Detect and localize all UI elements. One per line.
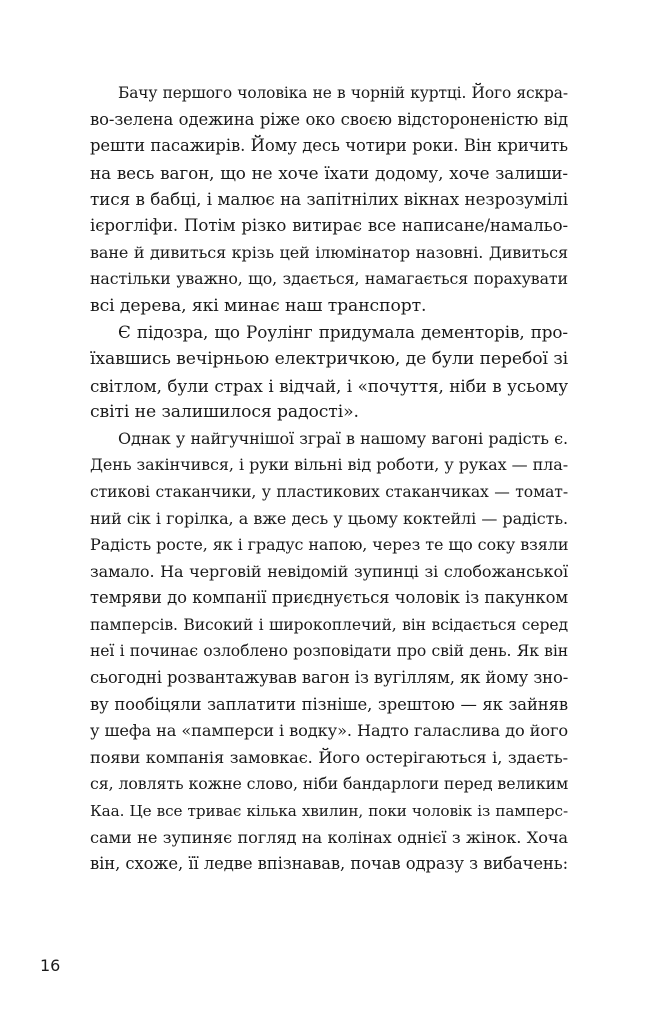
- text-line: День закінчився, і руки вільні від роботи, у руках — пла-: [90, 455, 568, 475]
- text-line: неї і починає озлоблено розповідати про свій день. Як він: [90, 642, 568, 661]
- text-line: ся, ловлять кожне слово, ніби бандарлоги перед великим: [90, 774, 569, 794]
- text-line: Однак у найгучнішої зграї в нашому вагоні радість є.: [118, 428, 568, 448]
- text-line: у шефа на «памперси і водку». Надто галаслива до його: [90, 721, 569, 741]
- text-line: ієрогліфи. Потім різко витирає все написане/намальо-: [90, 215, 568, 235]
- text-line: Радість росте, як і градус напою, через те що соку взяли: [90, 535, 569, 555]
- text-line: темряви до компанії приєднується чоловік із пакунком: [90, 588, 568, 608]
- text-line: во-зелена одежина ріже око своєю відстороненістю від: [90, 109, 568, 129]
- book-page-text: [90, 80, 568, 878]
- text-line: решти пасажирів. Йому десь чотири роки. Він кричить: [90, 136, 568, 156]
- text-line: ване й дивиться крізь цей ілюмінатор назовні. Дивиться: [90, 242, 568, 262]
- text-line: на весь вагон, що не хоче їхати додому, хоче залиши-: [90, 162, 568, 183]
- text-line: появи компанія замовкає. Його остерігаються і, здаєть-: [90, 747, 568, 767]
- text-line: замало. На черговій невідомій зупинці зі слобожанської: [90, 561, 568, 581]
- text-line: Є підозра, що Роулінг придумала дементорів, про-: [118, 322, 568, 343]
- text-line: він, схоже, її ледве впізнавав, почав одразу з вибачень:: [90, 854, 568, 874]
- text-line: сьогодні розвантажував вагон із вугіллям, як йому зно-: [90, 668, 569, 688]
- text-line: світі не залишилося радості».: [90, 402, 359, 423]
- text-line: їхавшись вечірньою електричкою, де були перебої зі: [90, 348, 568, 369]
- text-line: Бачу першого чоловіка не в чорній куртці. Його яскра-: [118, 84, 568, 102]
- text-line: стикові стаканчики, у пластикових стаканчиках — томат-: [90, 482, 568, 501]
- text-line: всі дерева, які минає наш транспорт.: [90, 295, 427, 316]
- text-line: тися в бабці, і малює на запітнілих вікнах незрозумілі: [90, 189, 568, 210]
- text-line: настільки уважно, що, здається, намагається порахувати: [90, 269, 568, 289]
- text-line: сами не зупиняє погляд на колінах однієї з жінок. Хоча: [90, 827, 568, 847]
- text-line: Каа. Це все триває кілька хвилин, поки чоловік із памперс-: [90, 802, 568, 821]
- text-line: світлом, були страх і відчай, і «почуття, ніби в усьому: [90, 375, 568, 396]
- page-number: 16: [40, 956, 61, 975]
- text-line: памперсів. Високий і широкоплечий, він всідається серед: [90, 615, 568, 634]
- text-line: ву пообіцяли заплатити пізніше, зрештою — як зайняв: [90, 694, 568, 714]
- text-line: ний сік і горілка, а вже десь у цьому коктейлі — радість.: [90, 508, 568, 528]
